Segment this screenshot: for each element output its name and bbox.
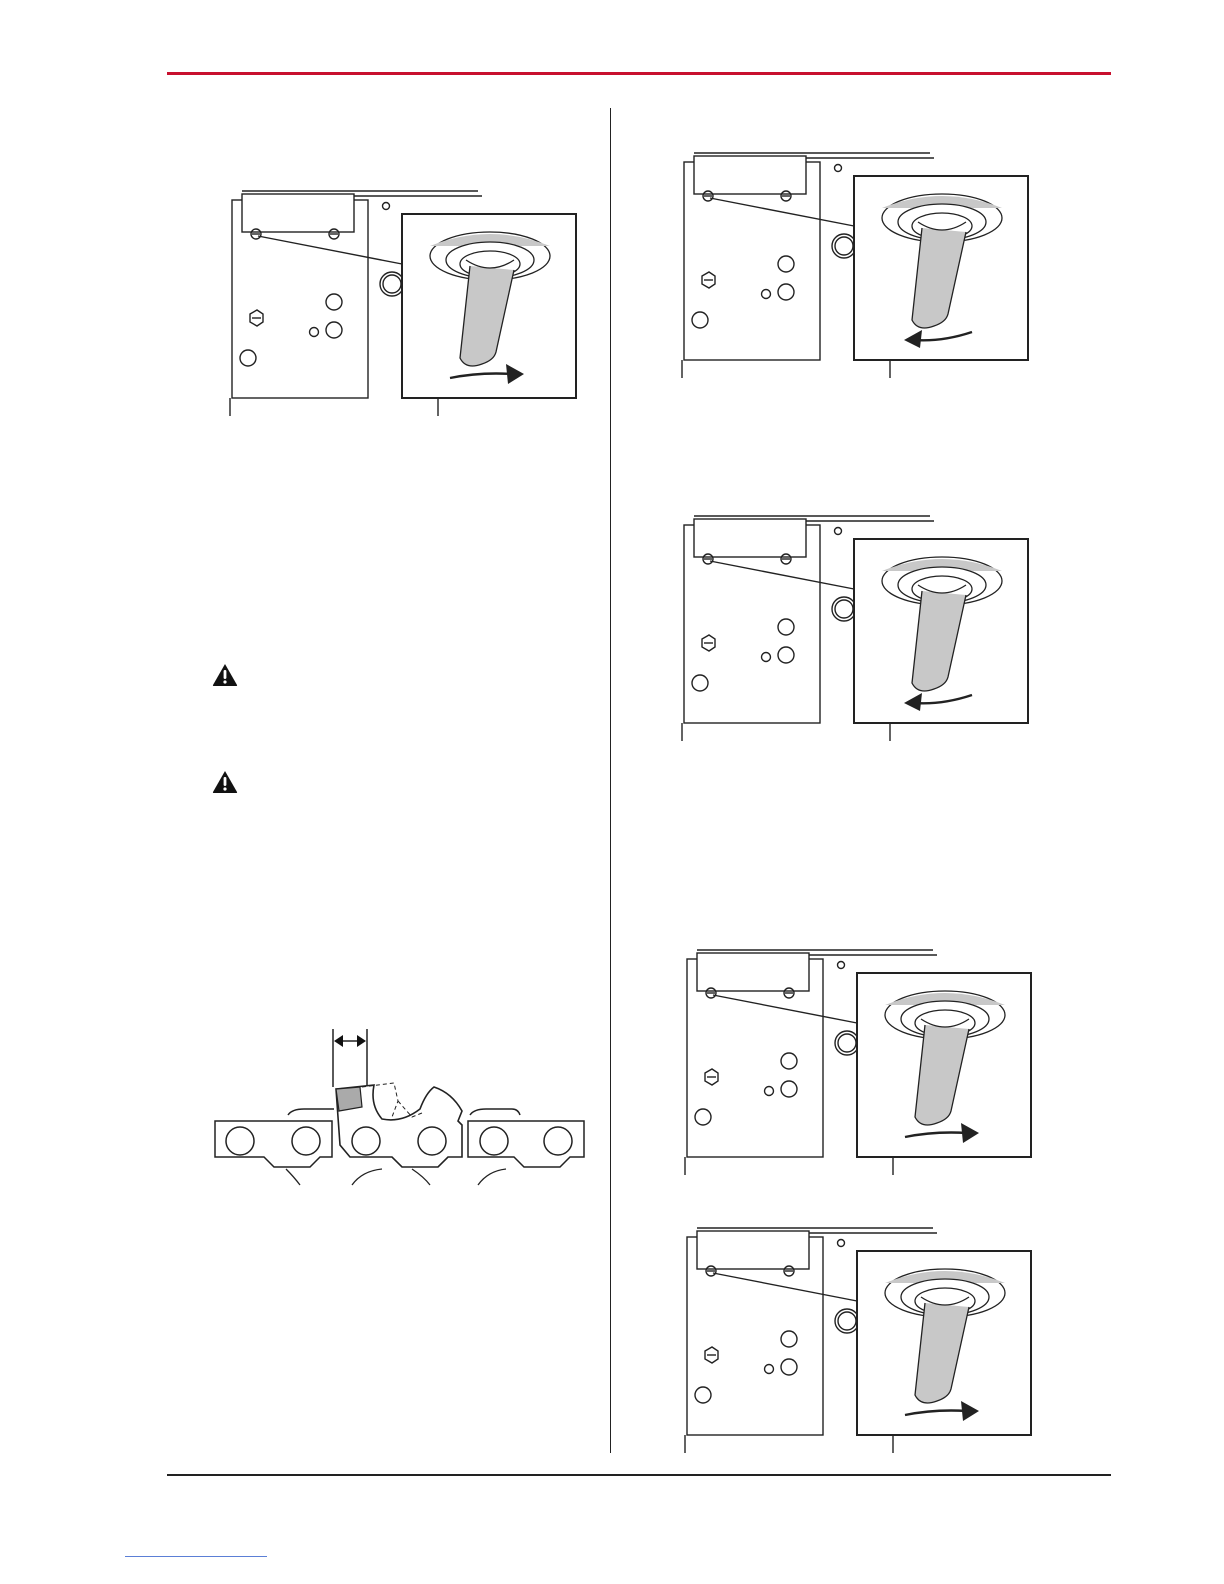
carburetor-adjust-figure-4 — [685, 947, 1035, 1177]
header-accent-rule — [167, 72, 1111, 75]
carburetor-adjust-figure-1 — [230, 188, 580, 418]
carburetor-adjust-figure-5 — [685, 1225, 1035, 1455]
carb-adjust-1 — [230, 188, 580, 418]
footer-rule — [167, 1474, 1111, 1476]
carburetor-adjust-figure-3 — [682, 513, 1032, 743]
carb-adjust-4 — [685, 947, 1035, 1177]
carburetor-adjust-figure-2 — [682, 150, 1032, 380]
warning-icon — [212, 770, 238, 799]
footer-link-underline — [125, 1556, 267, 1557]
carb-adjust-3 — [682, 513, 1032, 743]
chain-depth-gauge-figure — [212, 1025, 588, 1185]
column-divider — [610, 108, 611, 1453]
carb-adjust-5 — [685, 1225, 1035, 1455]
carb-adjust-2 — [682, 150, 1032, 380]
warning-icon — [212, 663, 238, 692]
